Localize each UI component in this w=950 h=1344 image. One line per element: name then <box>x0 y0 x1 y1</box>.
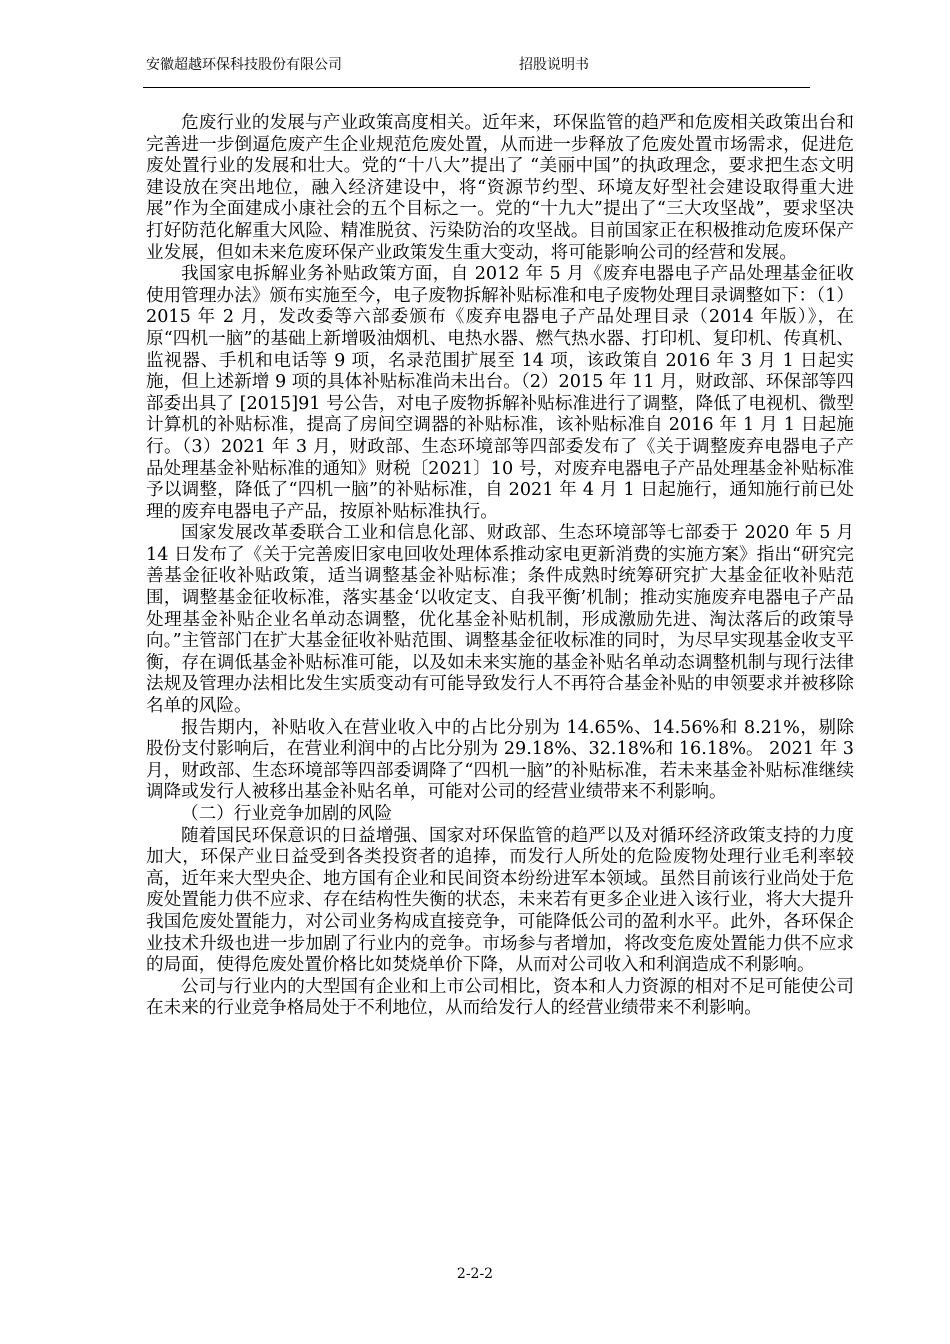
header-doc-title: 招股说明书 <box>519 57 589 73</box>
paragraph-capital-disadvantage: 公司与行业内的大型国有企业和上市公司相比，资本和人力资源的相对不足可能使公司在未来的行业竞争格局处于不利地位，从而给发行人的经营业绩带来不利影响。 <box>146 976 854 1019</box>
paragraph-industry-policy: 危废行业的发展与产业政策高度相关。近年来，环保监管的趋严和危废相关政策出台和完善进一步倒逼危废产生企业规范危废处置，从而进一步释放了危废处置市场需求，促进危废处置行业的发展和壮大。党的“十八大”提出了 “美丽中国”的执政理念，要求把生态文明建设放在突出地位，融入经济建设中，将“资源节约型、环境友好型社会建设取得重大进展”作为全面建成小康社会的五个目标之一。党的“十九大”提出了“三大攻坚战”，要求坚决打好防范化解重大风险、精准脱贫、污染防治的攻坚战。目前国家正在积极推动危废环保产业发展，但如未来危废环保产业政策发生重大变动，将可能影响公司的经营和发展。 <box>146 113 854 263</box>
page-number: 2-2-2 <box>456 1266 494 1282</box>
header-company: 安徽超越环保科技股份有限公司 <box>146 57 342 73</box>
section-heading-competition: （二）行业竞争加剧的风险 <box>181 804 393 824</box>
document-body <box>146 113 854 1020</box>
paragraph-subsidy-share: 报告期内，补贴收入在营业收入中的占比分别为 14.65%、14.56%和 8.21%，剔除股份支付影响后，在营业利润中的占比分别为 29.18%、32.18%和 16.18%。 2021 年 3 月，财政部、生态环境部等四部委调降了“四机一脑”的补贴标准，若未来基金补贴标准继续调降或发行人被移出基金补贴名单，可能对公司的经营业绩带来不利影响。 <box>146 717 854 803</box>
paragraph-competition: 随着国民环保意识的日益增强、国家对环保监管的趋严以及对循环经济政策支持的力度加大，环保产业日益受到各类投资者的追捧，而发行人所处的危险废物处理行业毛利率较高，近年来大型央企、地方国有企业和民间资本纷纷进军本领域。虽然目前该行业尚处于危废处置能力供不应求、存在结构性失衡的状态，未来若有更多企业进入该行业，将大大提升我国危废处置能力，对公司业务构成直接竞争，可能降低公司的盈利水平。此外，各环保企业技术升级也进一步加剧了行业内的竞争。市场参与者增加，将改变危废处置能力供不应求的局面，使得危废处置价格比如焚烧单价下降，从而对公司收入和利润造成不利影响。 <box>146 825 854 976</box>
header-rule <box>143 87 810 88</box>
paragraph-subsidy-policy: 我国家电拆解业务补贴政策方面，自 2012 年 5 月《废弃电器电子产品处理基金征收使用管理办法》颁布实施至今，电子废物拆解补贴标准和电子废物处理目录调整如下：（1）2015 年 2 月，发改委等六部委颁布《废弃电器电子产品处理目录（2014 年版）》，在原“四机一脑”的基础上新增吸油烟机、电热水器、燃气热水器、打印机、复印机、传真机、监视器、手机和电话等 9 项，名录范围扩展至 14 项，该政策自 2016 年 3 月 1 日起实施，但上述新增 9 项的具体补贴标准尚未出台。（2）2015 年 11 月，财政部、环保部等四部委出具了 [2015]91 号公告，对电子废物拆解补贴标准进行了调整，降低了电视机、微型计算机的补贴标准，提高了房间空调器的补贴标准，该补贴标准自 2016 年 1 月 1 日起施行。（3）2021 年 3 月，财政部、生态环境部等四部委发布了《关于调整废弃电器电子产品处理基金补贴标准的通知》财税〔2021〕10 号，对废弃电器电子产品处理基金补贴标准予以调整，降低了“四机一脑”的补贴标准，自 2021 年 4 月 1 日起施行，通知施行前已处理的废弃电器电子产品，按原补贴标准执行。 <box>146 264 854 522</box>
paragraph-ndrc-plan: 国家发展改革委联合工业和信息化部、财政部、生态环境部等七部委于 2020 年 5 月 14 日发布了《关于完善废旧家电回收处理体系推动家电更新消费的实施方案》指出“研究完善基金征收补贴政策，适当调整基金补贴标准；条件成熟时统筹研究扩大基金征收补贴范围，调整基金征收标准，落实基金‘以收定支、自我平衡’机制；推动实施废弃电器电子产品处理基金补贴企业名单动态调整，优化基金补贴机制，形成激励先进、淘汰落后的政策导向。”主管部门在扩大基金征收补贴范围、调整基金征收标准的同时，为尽早实现基金收支平衡，存在调低基金补贴标准可能，以及如未来实施的基金补贴名单动态调整机制与现行法律法规及管理办法相比发生实质变动有可能导致发行人不再符合基金补贴的申领要求并被移除名单的风险。 <box>146 523 854 717</box>
